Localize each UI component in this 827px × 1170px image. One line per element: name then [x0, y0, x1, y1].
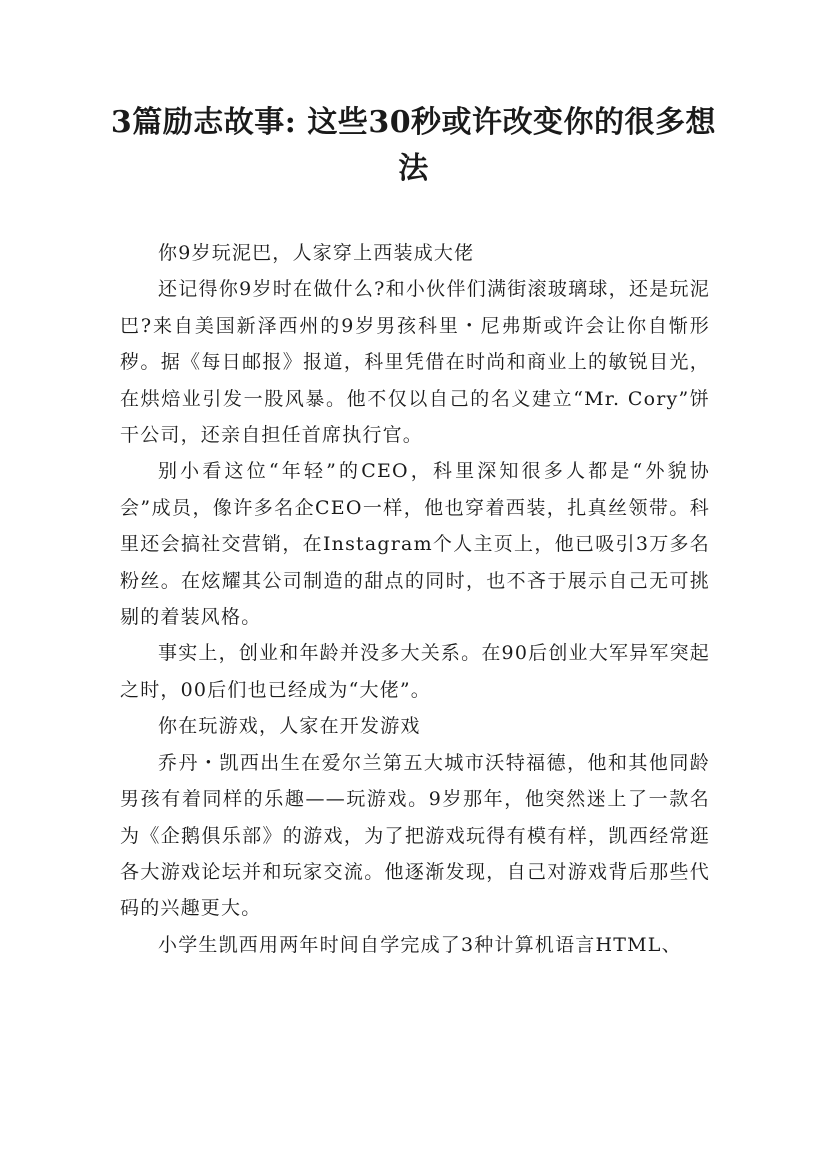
- paragraph-subheading-2: 你在玩游戏，人家在开发游戏: [158, 715, 421, 738]
- paragraph: 小学生凯西用两年时间自学完成了3种计算机语言HTML、: [158, 933, 682, 956]
- paragraph: 乔丹・凯西出生在爱尔兰第五大城市沃特福德，他和其他同龄男孩有着同样的乐趣——玩游戏。9岁那年，他突然迷上了一款名为《企鹅俱乐部》的游戏，为了把游戏玩得有模有样，凯西经常逛各大游戏论坛并和玩家交流。他逐渐发现，自己对游戏背后那些代码的兴趣更大。: [120, 751, 710, 920]
- document-body: [120, 235, 710, 963]
- paragraph: 还记得你9岁时在做什么?和小伙伴们满街滚玻璃球，还是玩泥巴?来自美国新泽西州的9岁男孩科里・尼弗斯或许会让你自惭形秽。据《每日邮报》报道，科里凭借在时尚和商业上的敏锐目光，在烘焙业引发一股风暴。他不仅以自己的名义建立“Mr. Cory”饼干公司，还亲自担任首席执行官。: [120, 278, 710, 447]
- document-title: 3篇励志故事: 这些30秒或许改变你的很多想法: [110, 105, 717, 186]
- paragraph-subheading-1: 你9岁玩泥巴，人家穿上西装成大佬: [158, 242, 475, 264]
- paragraph: 别小看这位“年轻”的CEO，科里深知很多人都是“外貌协会”成员，像许多名企CEO一样，他也穿着西装，扎真丝领带。科里还会搞社交营销，在Instagram个人主页上，他已吸引3万多名粉丝。在炫耀其公司制造的甜点的同时，也不吝于展示自己无可挑剔的着装风格。: [120, 460, 710, 629]
- paragraph: 事实上，创业和年龄并没多大关系。在90后创业大军异军突起之时，00后们也已经成为“大佬”。: [120, 642, 710, 701]
